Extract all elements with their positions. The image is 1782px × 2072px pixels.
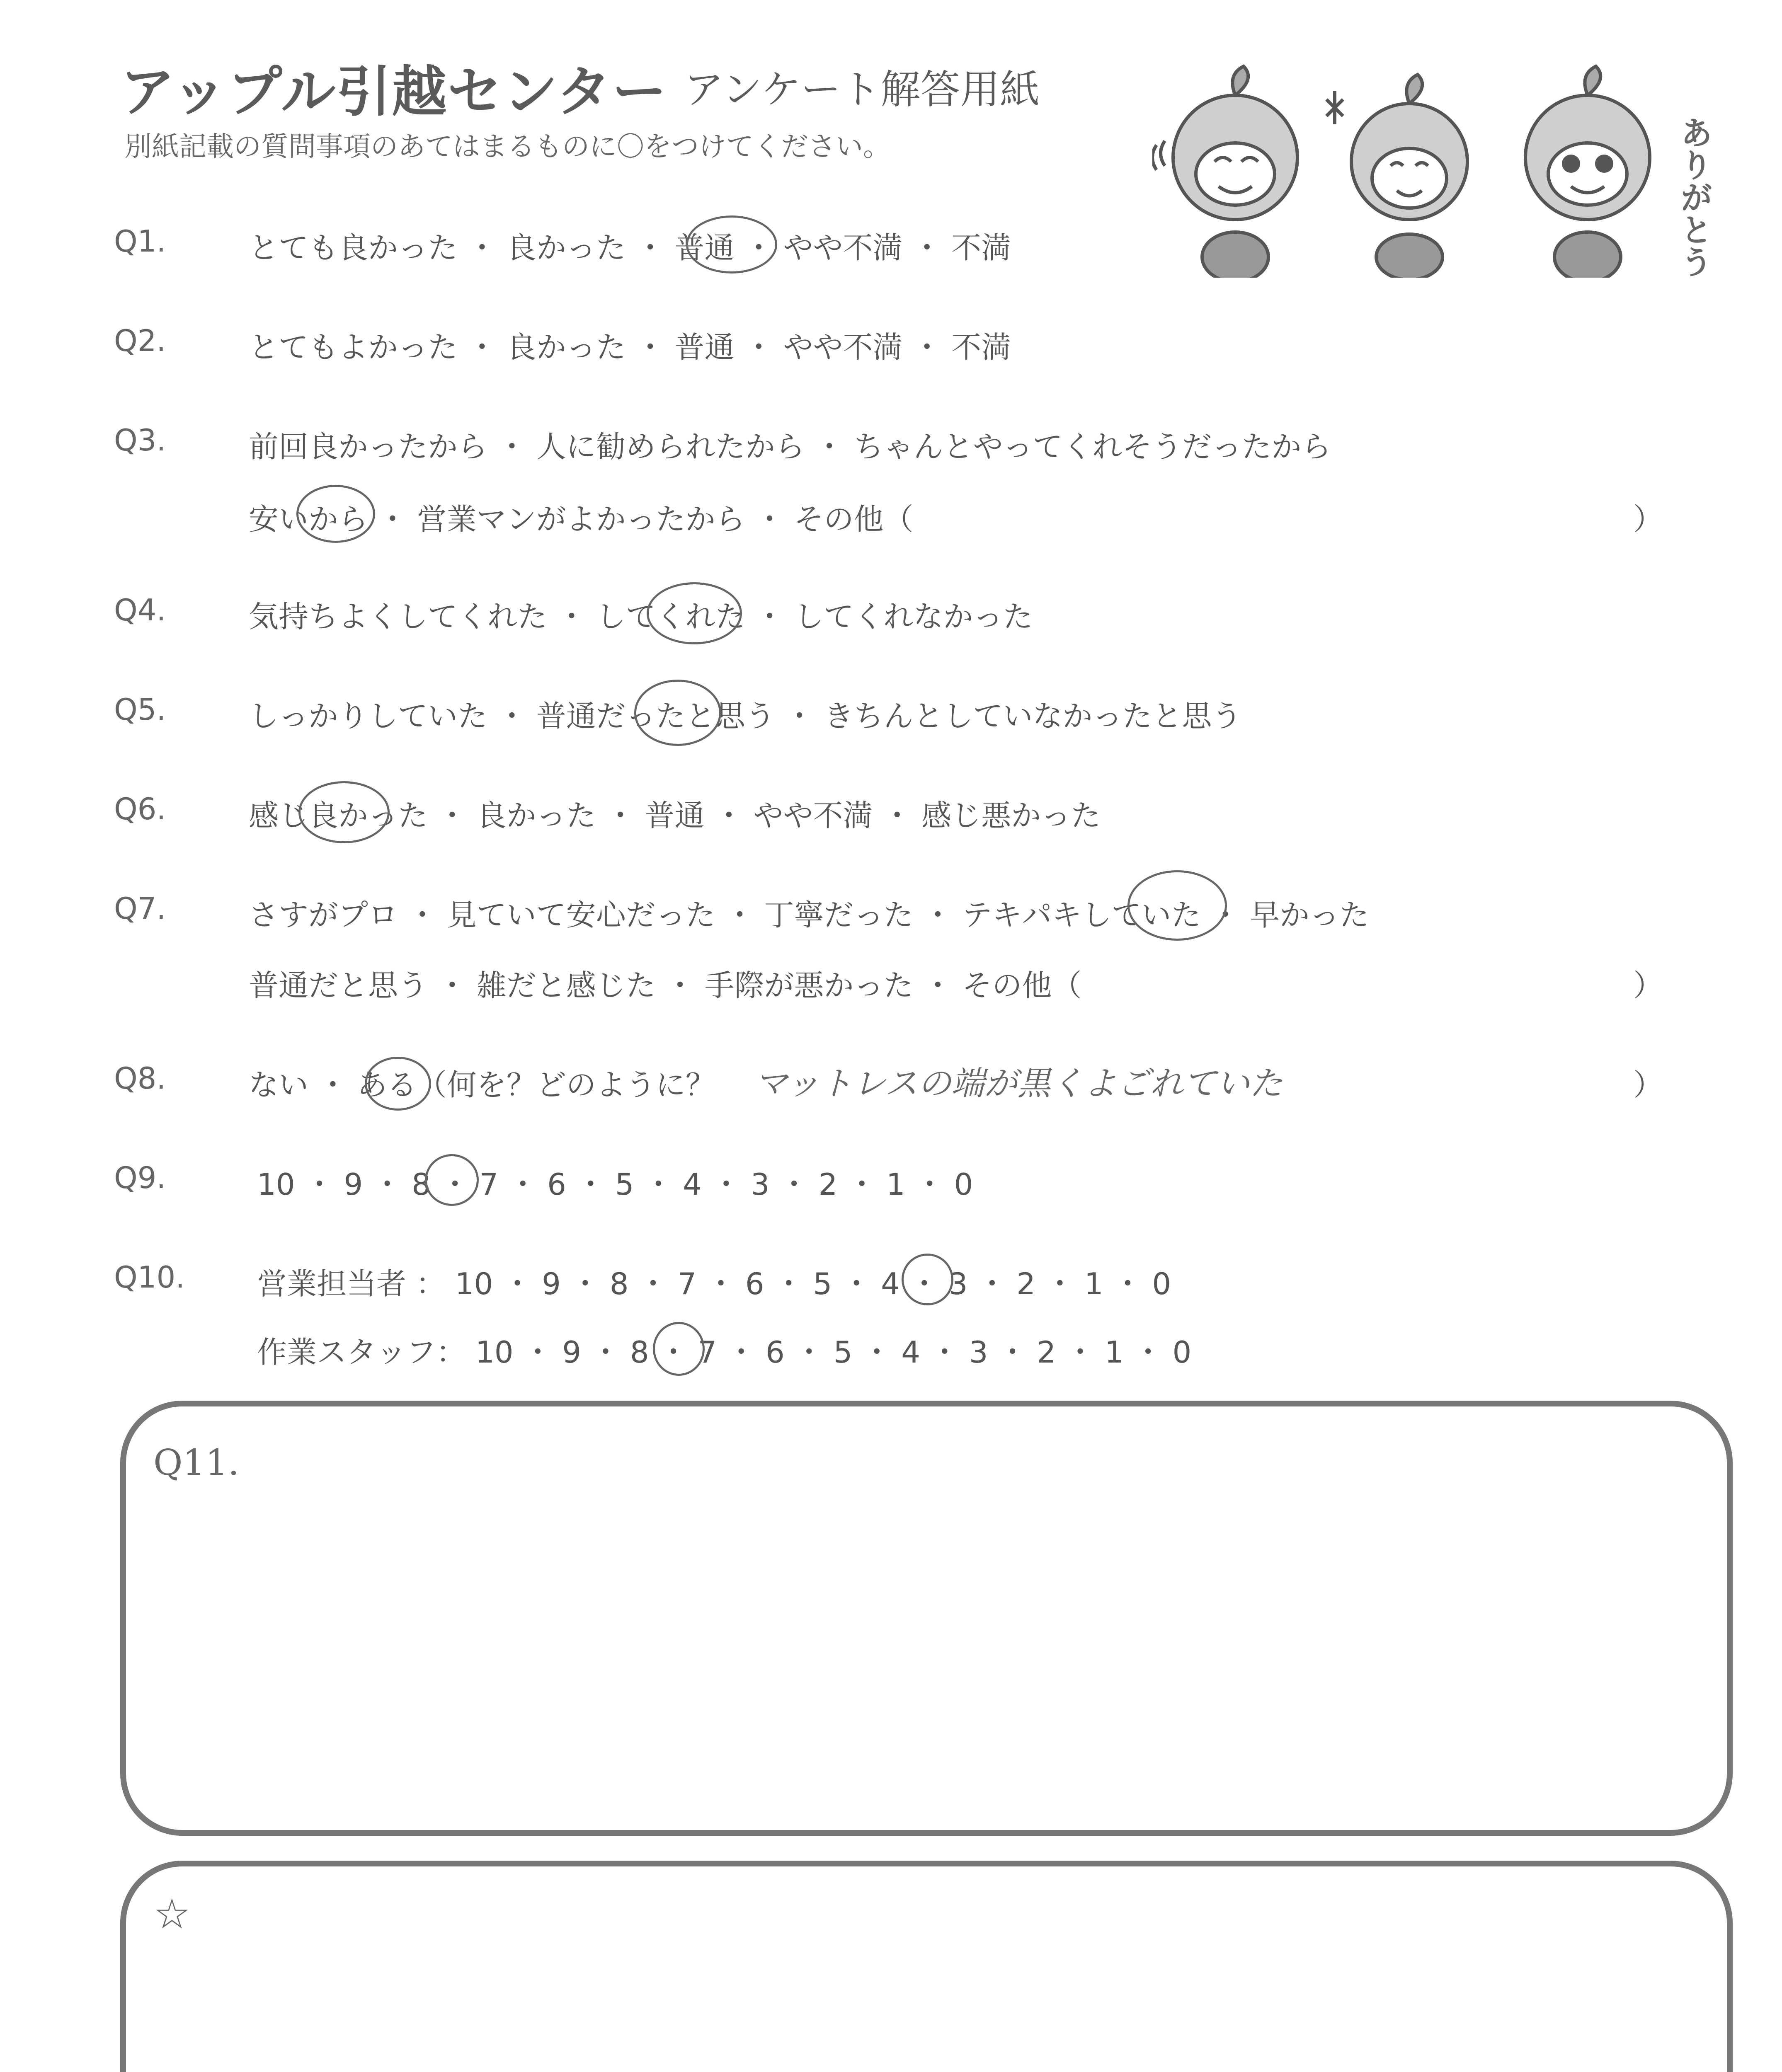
q8-close-paren: ） [1633, 1067, 1663, 1102]
q8-handwritten-answer: マットレスの端が黒くよごれていた [754, 1064, 1283, 1103]
q1-options: とても良かった ・ 良かった ・ 普通 ・ やや不満 ・ 不満 [249, 230, 1011, 265]
q3-options-line2: 安いから ・ 営業マンがよかったから ・ その他（ [249, 502, 914, 537]
q8-label: Q8. [114, 1061, 166, 1096]
monkey-mascots-logo [1152, 62, 1724, 278]
q11-comment-box [120, 1401, 1733, 1836]
q11-label: Q11. [153, 1442, 240, 1484]
q7-selected-mark [1127, 870, 1227, 941]
q6-options: 感じ良かった ・ 良かった ・ 普通 ・ やや不満 ・ 感じ悪かった [249, 798, 1101, 833]
q3-label: Q3. [114, 423, 166, 457]
q4-label: Q4. [114, 593, 166, 627]
q2-label: Q2. [114, 323, 166, 358]
q6-selected-mark [298, 781, 390, 843]
q1-label: Q1. [114, 224, 166, 259]
form-subtitle: アンケート解答用紙 [684, 66, 1040, 113]
q7-label: Q7. [114, 891, 166, 926]
q10-staff-selected-mark [653, 1322, 705, 1376]
q3-close-paren: ） [1633, 502, 1663, 537]
q3-options-line1: 前回良かったから ・ 人に勧められたから ・ ちゃんとやってくれそうだったから [249, 429, 1331, 464]
form-title: アップル引越センター [120, 60, 668, 124]
q10-sales-scale: 営業担当者 ： 10 ・ 9 ・ 8 ・ 7 ・ 6 ・ 5 ・ 4 ・ 3 ・ 2 ・ 1 ・ 0 [257, 1266, 1171, 1301]
q7-options-line1: さすがプロ ・ 見ていて安心だった ・ 丁寧だった ・ テキパキしていた ・ 早かった [249, 898, 1370, 932]
q10-staff-scale: 作業スタッフ： 10 ・ 9 ・ 8 ・ 7 ・ 6 ・ 5 ・ 4 ・ 3 ・ 2 ・ 1 ・ 0 [257, 1335, 1192, 1370]
q7-close-paren: ） [1633, 968, 1663, 1003]
q8-selected-mark [365, 1057, 431, 1111]
q8-options: ない ・ ある（何を？どのように？ [249, 1067, 715, 1102]
q9-scale: 10 ・ 9 ・ 8 ・ 7 ・ 6 ・ 5 ・ 4 ・ 3 ・ 2 ・ 1 ・ 0 [257, 1167, 973, 1202]
q1-selected-mark [686, 215, 777, 274]
star-comment-box [120, 1861, 1733, 2072]
q4-options: 気持ちよくしてくれた ・ してくれた ・ してくれなかった [249, 599, 1033, 634]
thanks-text: ありがとう [1675, 116, 1712, 278]
q10-sales-selected-mark [902, 1254, 953, 1305]
q7-options-line2: 普通だと思う ・ 雑だと感じた ・ 手際が悪かった ・ その他（ [249, 968, 1082, 1003]
q2-options: とてもよかった ・ 良かった ・ 普通 ・ やや不満 ・ 不満 [249, 330, 1011, 365]
star-label: ☆ [153, 1890, 191, 1938]
q4-selected-mark [647, 582, 742, 644]
q5-label: Q5. [114, 692, 166, 727]
q9-label: Q9. [114, 1160, 166, 1195]
q5-options: しっかりしていた ・ 普通だったと思う ・ きちんとしていなかったと思う [249, 699, 1242, 733]
q5-selected-mark [634, 680, 721, 746]
q10-label: Q10. [114, 1260, 185, 1295]
q6-label: Q6. [114, 792, 166, 826]
q3-selected-mark [296, 485, 375, 543]
instruction-text: 別紙記載の質問事項のあてはまるものに〇をつけてください。 [124, 131, 890, 162]
q9-selected-mark [425, 1154, 479, 1206]
